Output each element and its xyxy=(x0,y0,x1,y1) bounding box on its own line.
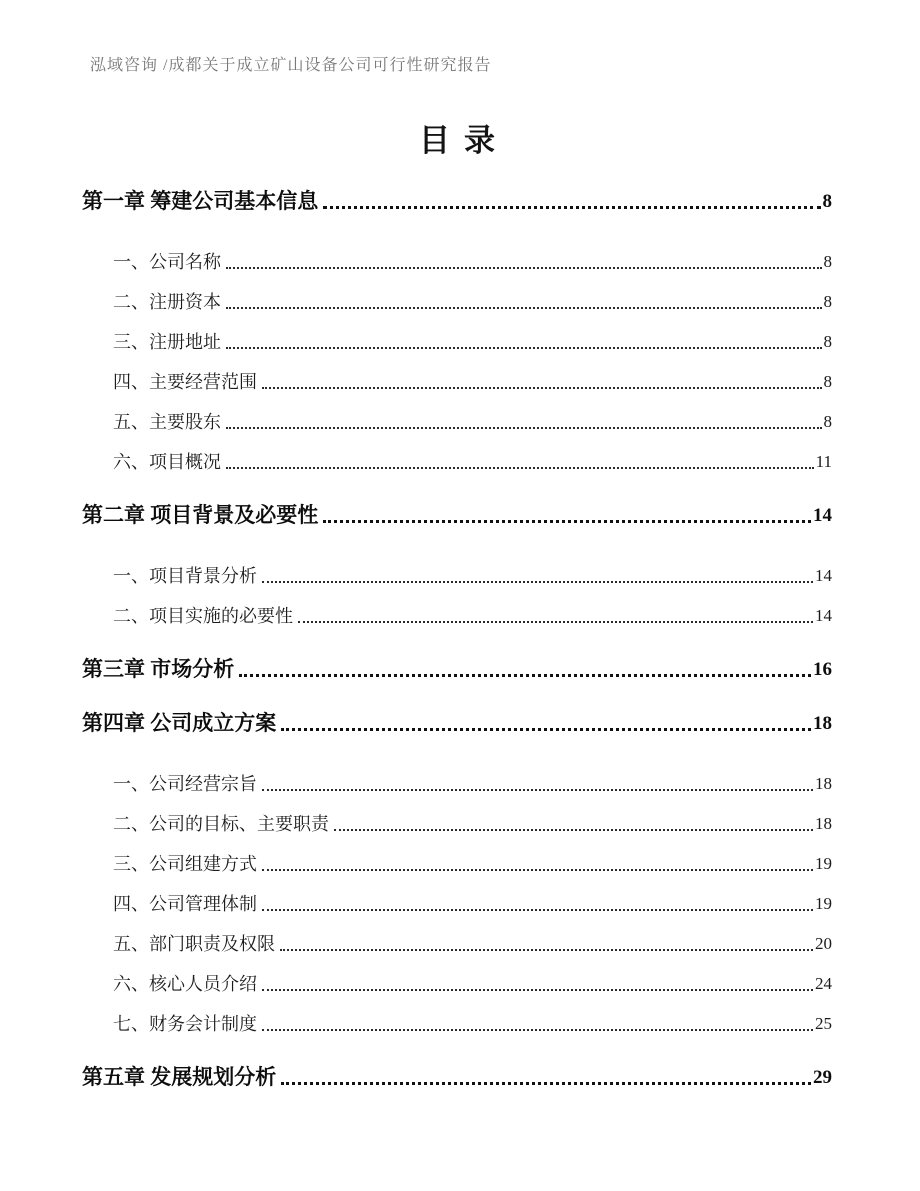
page-title: 目录 xyxy=(419,123,509,158)
dotted-leader xyxy=(280,949,813,951)
dotted-leader xyxy=(323,206,820,209)
toc-entry-page: 11 xyxy=(815,452,832,471)
toc-chapter-entry xyxy=(82,190,832,213)
toc-entry-label: 二、公司的目标、主要职责 xyxy=(113,814,329,834)
dotted-leader xyxy=(226,307,822,309)
dotted-leader xyxy=(262,909,813,911)
toc-chapter-entry xyxy=(82,504,832,527)
toc-entry-label: 三、公司组建方式 xyxy=(113,854,257,874)
toc-entry-label: 六、核心人员介绍 xyxy=(113,974,257,994)
toc-item-entry xyxy=(113,331,832,353)
toc-item-entry xyxy=(113,451,832,473)
toc-entry-page: 8 xyxy=(823,252,832,271)
toc-entry-label: 六、项目概况 xyxy=(113,452,221,472)
toc-entry-page: 20 xyxy=(815,934,832,953)
toc-item-entry xyxy=(113,853,832,875)
toc-entry-label: 三、注册地址 xyxy=(113,332,221,352)
toc-item-entry xyxy=(113,565,832,587)
toc-entry-label: 第四章 公司成立方案 xyxy=(82,711,277,735)
toc-entry-page: 19 xyxy=(815,894,832,913)
toc-entry-label: 二、注册资本 xyxy=(113,292,221,312)
toc-entry-label: 五、主要股东 xyxy=(113,412,221,432)
toc-entry-label: 四、主要经营范围 xyxy=(113,372,257,392)
toc-entry-page: 14 xyxy=(815,566,832,585)
table-of-contents xyxy=(82,190,832,1089)
dotted-leader xyxy=(281,728,811,731)
toc-chapter-entry xyxy=(82,712,832,735)
dotted-leader xyxy=(262,789,813,791)
toc-item-entry xyxy=(113,893,832,915)
toc-entry-page: 24 xyxy=(815,974,832,993)
toc-chapter-entry xyxy=(82,1066,832,1089)
toc-entry-page: 19 xyxy=(815,854,832,873)
toc-entry-page: 14 xyxy=(815,606,832,625)
dotted-leader xyxy=(239,674,811,677)
toc-entry-label: 一、公司经营宗旨 xyxy=(113,774,257,794)
toc-entry-label: 四、公司管理体制 xyxy=(113,894,257,914)
dotted-leader xyxy=(262,1029,813,1031)
dotted-leader xyxy=(323,520,811,523)
toc-item-entry xyxy=(113,1013,832,1035)
toc-entry-page: 8 xyxy=(823,332,832,351)
dotted-leader xyxy=(226,467,814,469)
toc-item-entry xyxy=(113,973,832,995)
dotted-leader xyxy=(281,1082,811,1085)
dotted-leader xyxy=(298,621,813,623)
toc-entry-label: 第五章 发展规划分析 xyxy=(82,1065,277,1089)
dotted-leader xyxy=(262,387,822,389)
toc-entry-page: 29 xyxy=(813,1067,832,1088)
toc-entry-label: 五、部门职责及权限 xyxy=(113,934,275,954)
page-header xyxy=(90,55,832,77)
dotted-leader xyxy=(262,581,813,583)
toc-entry-page: 8 xyxy=(823,372,832,391)
toc-entry-page: 18 xyxy=(813,713,832,734)
toc-entry-label: 二、项目实施的必要性 xyxy=(113,606,293,626)
dotted-leader xyxy=(262,989,813,991)
toc-item-entry xyxy=(113,371,832,393)
dotted-leader xyxy=(226,427,822,429)
dotted-leader xyxy=(226,347,822,349)
toc-entry-page: 8 xyxy=(823,412,832,431)
toc-chapter-entry xyxy=(82,658,832,681)
toc-item-entry xyxy=(113,411,832,433)
dotted-leader xyxy=(226,267,822,269)
dotted-leader xyxy=(334,829,813,831)
toc-entry-page: 14 xyxy=(813,505,832,526)
toc-entry-label: 第一章 筹建公司基本信息 xyxy=(82,189,319,213)
toc-entry-label: 第二章 项目背景及必要性 xyxy=(82,503,319,527)
toc-entry-page: 25 xyxy=(815,1014,832,1033)
toc-entry-label: 七、财务会计制度 xyxy=(113,1014,257,1034)
toc-item-entry xyxy=(113,773,832,795)
toc-entry-label: 一、公司名称 xyxy=(113,252,221,272)
toc-entry-page: 8 xyxy=(823,292,832,311)
toc-entry-label: 第三章 市场分析 xyxy=(82,657,235,681)
toc-item-entry xyxy=(113,605,832,627)
toc-item-entry xyxy=(113,933,832,955)
toc-entry-page: 16 xyxy=(813,659,832,680)
dotted-leader xyxy=(262,869,813,871)
toc-entry-page: 8 xyxy=(822,191,832,212)
toc-entry-page: 18 xyxy=(815,774,832,793)
toc-item-entry xyxy=(113,251,832,273)
toc-item-entry xyxy=(113,291,832,313)
header-text: 泓域咨询 /成都关于成立矿山设备公司可行性研究报告 xyxy=(90,57,492,74)
toc-item-entry xyxy=(113,813,832,835)
toc-entry-label: 一、项目背景分析 xyxy=(113,566,257,586)
toc-entry-page: 18 xyxy=(815,814,832,833)
